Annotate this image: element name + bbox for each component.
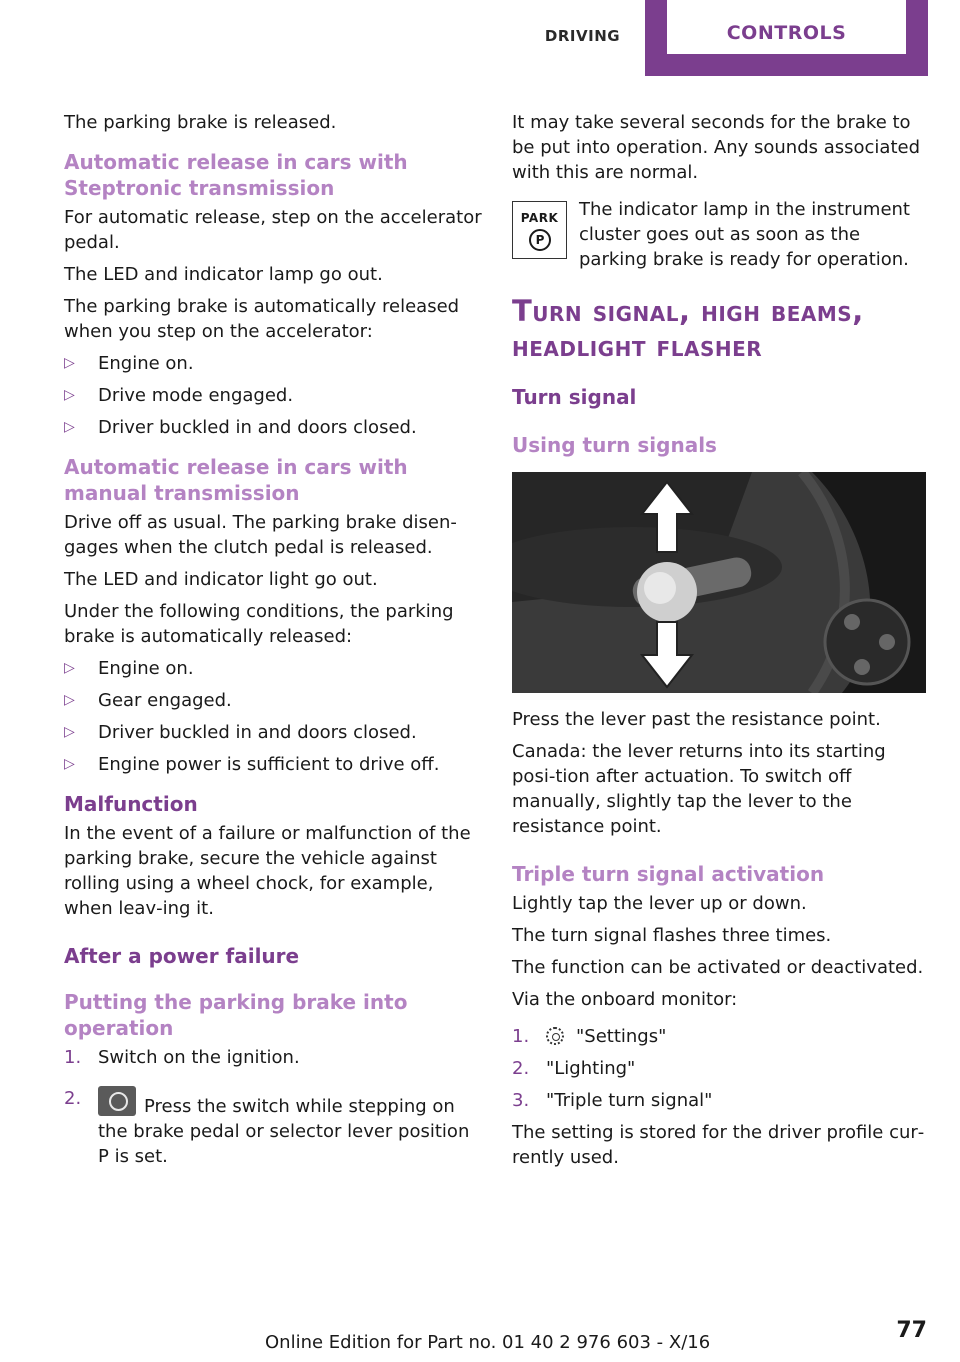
triangle-bullet-icon: ▷ [64, 660, 75, 676]
section-label: DRIVING [544, 27, 621, 45]
step-text: Press the switch while stepping on the brake pedal or selector lever position P is set. [98, 1096, 470, 1167]
triangle-bullet-icon: ▷ [64, 419, 75, 435]
paragraph: The parking brake is released. [64, 112, 337, 133]
heading-auto-release-manual: Automatic release in cars with manual transmission [64, 455, 408, 505]
indicator-note [512, 197, 926, 272]
paragraph: Lightly tap the lever up or down. [512, 893, 807, 914]
paragraph: Via the onboard monitor: [512, 989, 738, 1010]
list-item [64, 415, 484, 440]
step-number: 3. [512, 1090, 530, 1111]
list-item [64, 688, 484, 713]
chapter-tab-controls [645, 0, 928, 76]
list-item [512, 1056, 926, 1081]
list-item [64, 351, 484, 376]
triangle-bullet-icon: ▷ [64, 692, 75, 708]
list-item-text: Drive mode engaged. [98, 385, 294, 406]
paragraph: It may take several seconds for the brake to be put into operation. Any sounds associated with this are normal. [512, 112, 921, 183]
paragraph: Under the following conditions, the parking brake is automatically released: [64, 601, 454, 647]
step-number: 1. [64, 1047, 82, 1068]
step-text: "Lighting" [546, 1058, 636, 1079]
list-item [512, 1024, 926, 1049]
steps-list [512, 1024, 926, 1113]
heading-using-turn-signals: Using turn signals [512, 433, 717, 457]
list-item [64, 656, 484, 681]
paragraph: The function can be activated or deactivated. [512, 957, 924, 978]
turn-signal-lever-image [512, 472, 926, 693]
paragraph: The LED and indicator light go out. [64, 569, 378, 590]
paragraph: For automatic release, step on the accelerator pedal. [64, 207, 482, 253]
conditions-list [64, 656, 484, 777]
section-tab-driving [520, 0, 645, 76]
park-indicator-symbol: P [529, 229, 551, 251]
heading-malfunction: Malfunction [64, 792, 198, 816]
gear-icon [546, 1027, 564, 1045]
list-item [64, 1045, 484, 1070]
triangle-bullet-icon: ▷ [64, 355, 75, 371]
paragraph: The turn signal flashes three times. [512, 925, 832, 946]
chapter-label: CONTROLS [726, 22, 847, 44]
left-column [64, 110, 484, 1176]
step-text: Switch on the ignition. [98, 1047, 300, 1068]
heading-triple-turn-signal: Triple turn signal activation [512, 862, 825, 886]
right-column [512, 110, 926, 1177]
step-text: "Triple turn signal" [546, 1090, 713, 1111]
triangle-bullet-icon: ▷ [64, 756, 75, 772]
triangle-bullet-icon: ▷ [64, 387, 75, 403]
heading-auto-release-steptronic: Automatic release in cars with Steptronic transmission [64, 150, 408, 200]
paragraph: The setting is stored for the driver profile cur‐rently used. [512, 1122, 925, 1168]
heading-putting-into-operation: Putting the parking brake into operation [64, 990, 408, 1040]
list-item-text: Engine power is sufficient to drive off. [98, 754, 440, 775]
steps-list [64, 1045, 484, 1169]
triangle-bullet-icon: ▷ [64, 724, 75, 740]
list-item-text: Driver buckled in and doors closed. [98, 722, 417, 743]
list-item-text: Engine on. [98, 353, 194, 374]
list-item [64, 383, 484, 408]
paragraph: Drive off as usual. The parking brake disen‐gages when the clutch pedal is released. [64, 512, 457, 558]
step-text: "Settings" [576, 1026, 667, 1047]
conditions-list [64, 351, 484, 440]
paragraph: Canada: the lever returns into its starting posi‐tion after actuation. To switch off manually, slightly tap the lever to the resistance point. [512, 741, 886, 837]
list-item [512, 1088, 926, 1113]
list-item-text: Gear engaged. [98, 690, 232, 711]
step-number: 1. [512, 1026, 530, 1047]
paragraph: The indicator lamp in the instrument cluster goes out as soon as the parking brake is ready for operation. [579, 199, 910, 270]
turn-signal-lever-illustration [512, 472, 926, 693]
list-item [64, 752, 484, 777]
park-indicator-label: PARK [520, 211, 559, 225]
list-item [64, 720, 484, 745]
heading-after-power-failure: After a power failure [64, 944, 300, 968]
step-number: 2. [512, 1058, 530, 1079]
paragraph: The parking brake is automatically released when you step on the accelerator: [64, 296, 460, 342]
parking-brake-switch-icon [98, 1086, 136, 1116]
paragraph: Press the lever past the resistance point. [512, 709, 881, 730]
paragraph: The LED and indicator lamp go out. [64, 264, 383, 285]
step-number: 2. [64, 1088, 82, 1109]
list-item-text: Driver buckled in and doors closed. [98, 417, 417, 438]
page-number: 77 [896, 1318, 927, 1343]
edition-note: Online Edition for Part no. 01 40 2 976 603 - X/16 [265, 1332, 711, 1353]
heading-turn-signal-high-beams: Turn signal, high beams, headlight flasher [512, 294, 864, 363]
heading-turn-signal: Turn signal [512, 385, 637, 409]
paragraph: In the event of a failure or malfunction of the parking brake, secure the vehicle against rolling using a wheel chock, for example, when leav‐ing it. [64, 823, 471, 919]
list-item [64, 1086, 484, 1169]
park-indicator-icon [512, 201, 567, 259]
list-item-text: Engine on. [98, 658, 194, 679]
